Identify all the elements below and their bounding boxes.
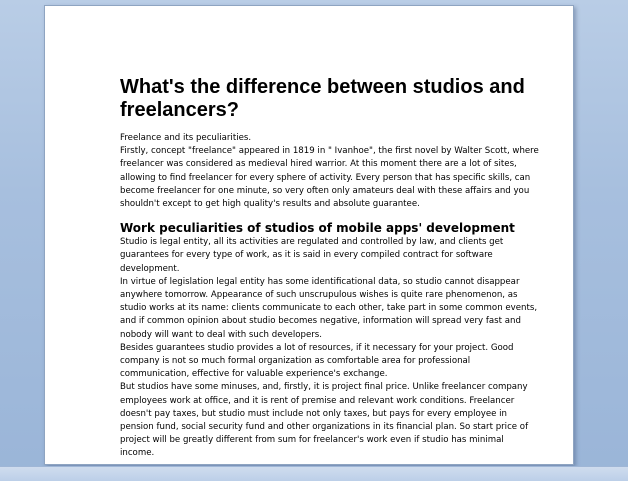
document-page[interactable] <box>44 5 574 465</box>
intro-paragraph: Firstly, concept "freelance" appeared in 1819 in " Ivanhoe", the first novel by Walter Scott, where freelancer was considered as medieval hired warrior. At this moment there are a lot of sites, allowing to find freelancer for every sphere of activity. Every person that has specific skills, can become freelancer for one minute, so very often only amateurs deal with these affairs and you shouldn't except to get high quality's results and absolute guarantee. <box>120 146 539 210</box>
section-paragraph: Besides guarantees studio provides a lot of resources, if it necessary for your project. Good company is not so much formal organization as comfortable area for professional communication, effective for valuable experience's exchange. <box>120 342 514 380</box>
document-title: What's the difference between studios and freelancers? <box>120 76 525 121</box>
section-paragraph: Studio is legal entity, all its activities are regulated and controlled by law, and clients get guarantees for every type of work, as it is said in every compiled contract for software development. <box>120 237 504 274</box>
section-heading: Work peculiarities of studios of mobile apps' development <box>120 221 515 236</box>
document-content <box>120 76 540 461</box>
intro-paragraph: Freelance and its peculiarities. <box>120 133 252 143</box>
section-paragraph: In virtue of legislation legal entity has some identificational data, so studio cannot disappear anywhere tomorrow. Appearance of such unscrupulous wishes is quite rare phenomenon, as studio works at its name: clients communicate to each other, take part in some common events, and if common opinion about studio becomes negative, information will spread very fast and nobody will want to deal with such developers. <box>120 276 538 340</box>
section-paragraph: But studios have some minuses, and, firstly, it is project final price. Unlike freelancer company employees work at office, and it is rent of premise and relevant work conditions. Freelancer doesn't pay taxes, but studio must include not only taxes, but pays for every employee in pension fund, social security fund and other organizations in its financial plan. So start price of project will be greatly different from sum for freelancer's work even if studio has minimal income. <box>120 382 529 459</box>
status-bar <box>0 466 628 481</box>
